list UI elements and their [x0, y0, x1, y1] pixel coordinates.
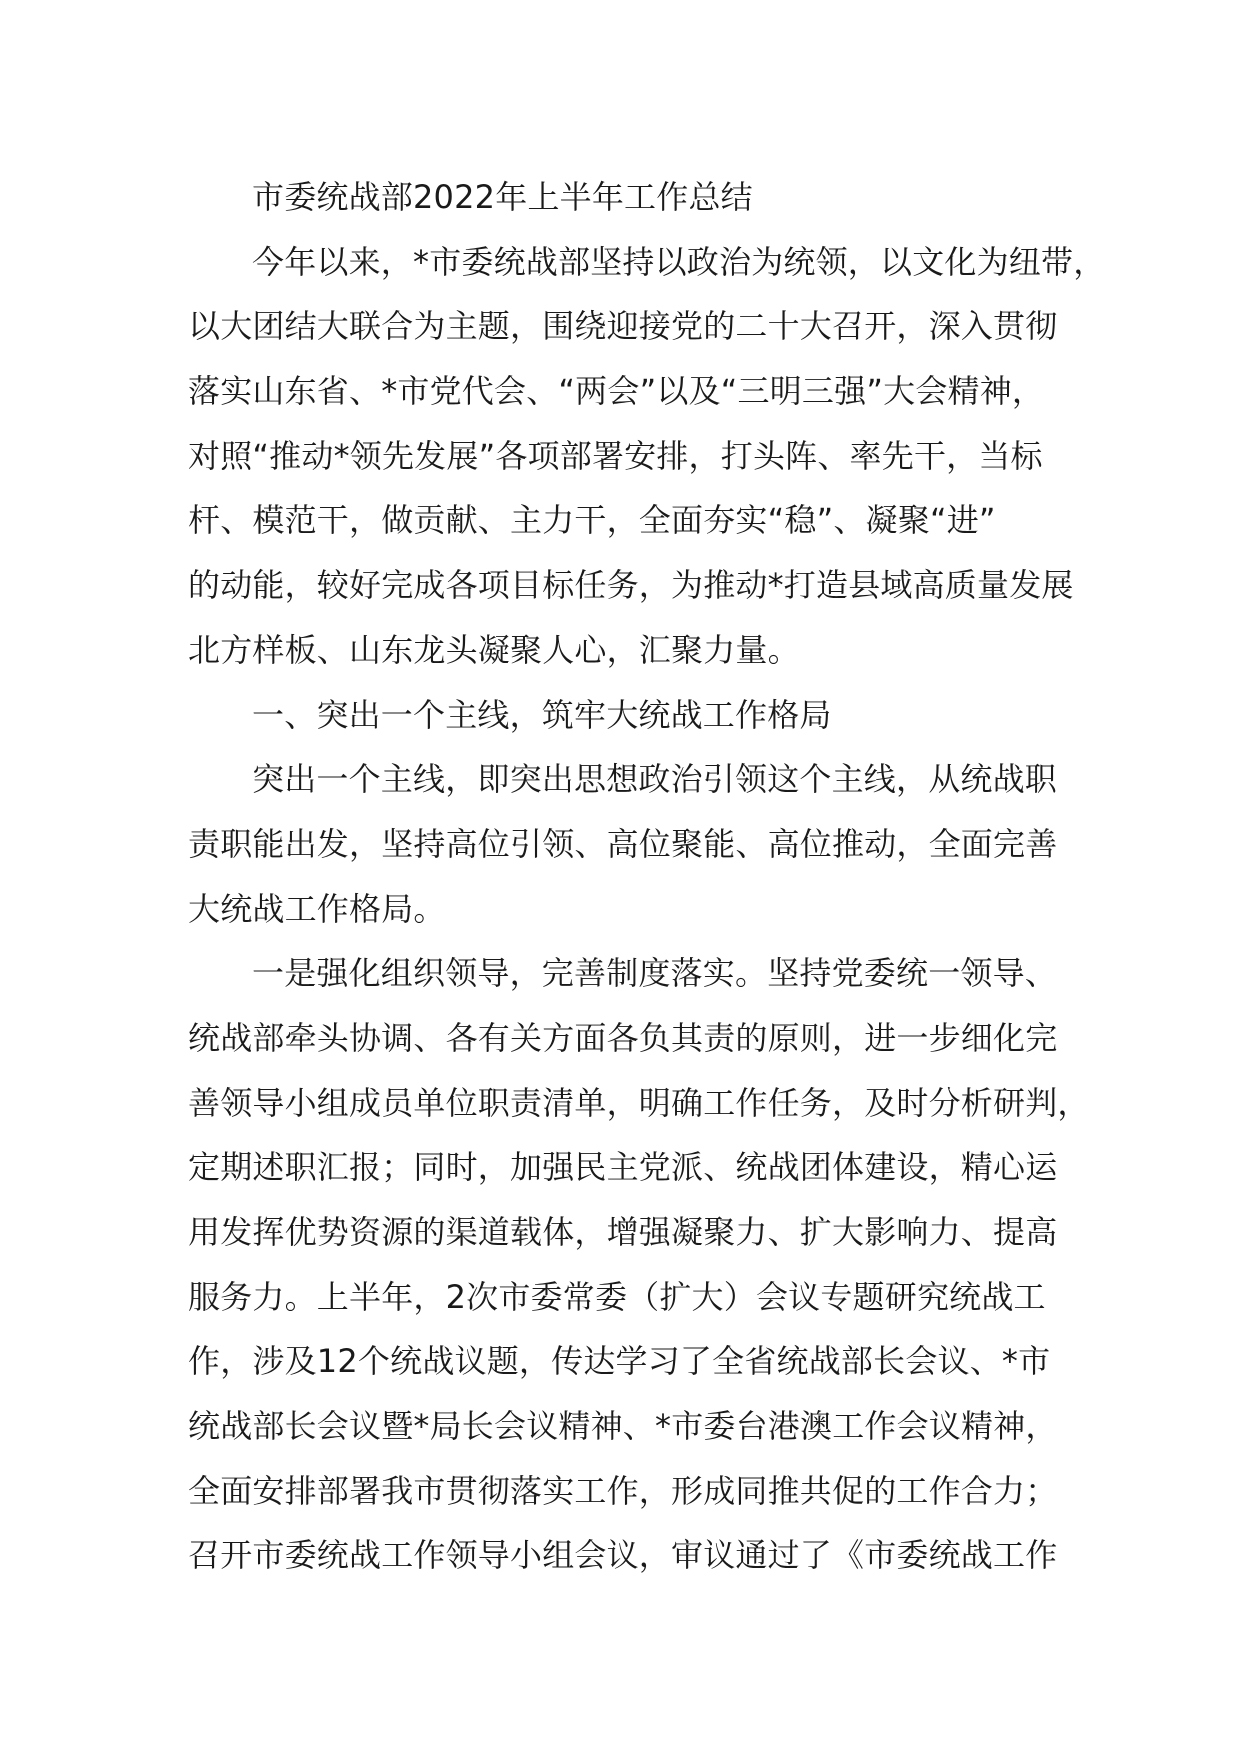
paragraph-line: 的动能，较好完成各项目标任务，为推动*打造县域高质量发展 — [188, 566, 1074, 605]
paragraph-line: 突出一个主线，即突出思想政治引领这个主线，从统战职 — [252, 760, 1058, 799]
paragraph-line: 全面安排部署我市贯彻落实工作，形成同推共促的工作合力； — [188, 1471, 1058, 1510]
paragraph-line: 杆、模范干，做贡献、主力干，全面夯实“稳”、凝聚“进” — [188, 501, 996, 540]
paragraph-line: 以大团结大联合为主题，围绕迎接党的二十大召开，深入贯彻 — [188, 307, 1058, 346]
paragraph-line: 统战部长会议暨*局长会议精神、*市委台港澳工作会议精神， — [188, 1407, 1058, 1446]
paragraph-line: 北方样板、山东龙头凝聚人心，汇聚力量。 — [188, 630, 800, 669]
paragraph-line: 责职能出发，坚持高位引领、高位聚能、高位推动，全面完善 — [188, 824, 1058, 863]
paragraph-line: 定期述职汇报；同时，加强民主党派、统战团体建设，精心运 — [188, 1148, 1058, 1187]
paragraph-line: 用发挥优势资源的渠道载体，增强凝聚力、扩大影响力、提高 — [188, 1213, 1058, 1251]
paragraph-line: 善领导小组成员单位职责清单，明确工作任务，及时分析研判， — [188, 1083, 1090, 1122]
paragraph-line: 对照“推动*领先发展”各项部署安排，打头阵、率先干，当标 — [188, 436, 1043, 475]
paragraph-line: 作，涉及12个统战议题，传达学习了全省统战部长会议、*市 — [188, 1342, 1051, 1381]
paragraph-line: 落实山东省、*市党代会、“两会”以及“三明三强”大会精神， — [188, 372, 1045, 411]
section-heading: 一、突出一个主线，筑牢大统战工作格局 — [252, 695, 832, 734]
paragraph-line: 服务力。上半年，2次市委常委（扩大）会议专题研究统战工 — [188, 1277, 1046, 1316]
paragraph-line: 统战部牵头协调、各有关方面各负其责的原则，进一步细化完 — [188, 1018, 1058, 1057]
document-title: 市委统战部2022年上半年工作总结 — [252, 178, 753, 216]
paragraph-line: 召开市委统战工作领导小组会议，审议通过了《市委统战工作 — [188, 1536, 1058, 1575]
paragraph-line: 一是强化组织领导，完善制度落实。坚持党委统一领导、 — [252, 954, 1058, 993]
paragraph-line: 大统战工作格局。 — [188, 889, 446, 928]
paragraph-line: 今年以来，*市委统战部坚持以政治为统领，以文化为纽带， — [252, 242, 1106, 281]
document-body — [188, 165, 1106, 1588]
